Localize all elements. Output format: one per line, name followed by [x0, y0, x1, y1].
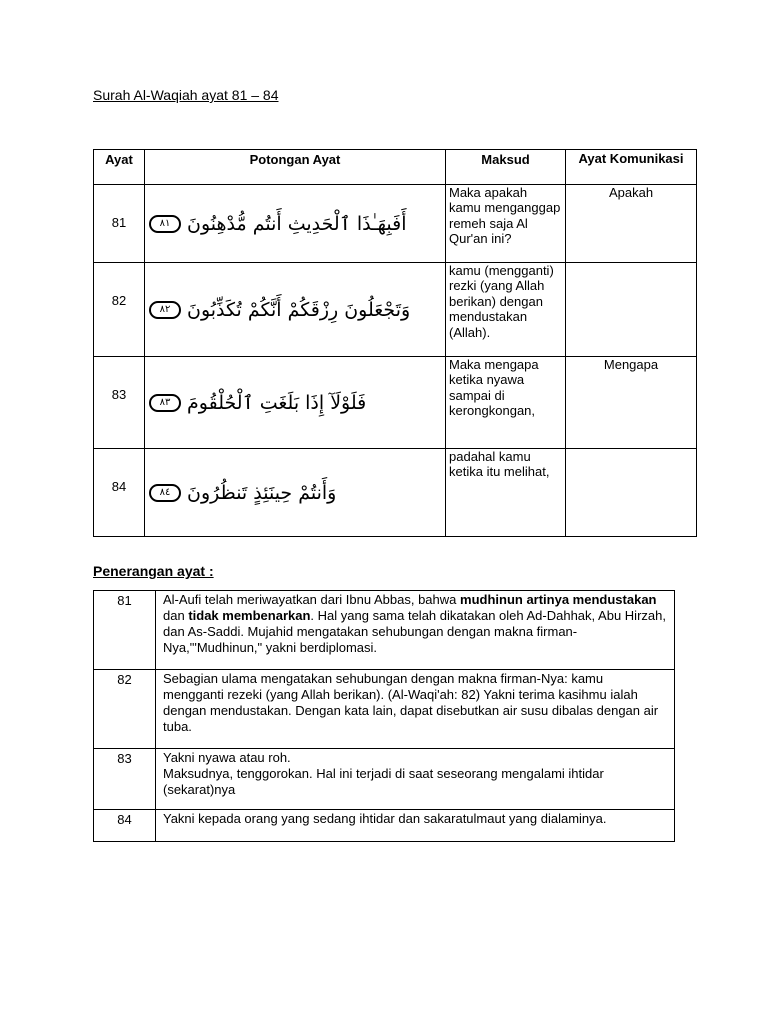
penerangan-heading: Penerangan ayat :: [93, 563, 214, 579]
penerangan-table: [93, 590, 675, 842]
arabic-verse: [145, 185, 446, 263]
komunikasi-text: Mengapa: [566, 357, 697, 449]
ayat-table-header: [94, 150, 697, 185]
maksud-text: Maka mengapa ketika nyawa sampai di kerongkongan,: [446, 357, 566, 449]
table-row: [94, 591, 675, 670]
ayah-number-marker: ٨٤: [149, 484, 181, 502]
header-ayat: Ayat: [94, 150, 145, 185]
penerangan-text: [156, 591, 675, 670]
header-potongan-ayat: Potongan Ayat: [145, 150, 446, 185]
arabic-verse: [145, 357, 446, 449]
ayat-number: 83: [94, 749, 156, 810]
table-row: [94, 749, 675, 810]
table-row: [94, 357, 697, 449]
ayat-number: 82: [94, 670, 156, 749]
ayat-number: 81: [94, 185, 145, 263]
table-row: [94, 263, 697, 357]
table-row: [94, 670, 675, 749]
ayat-number: 84: [94, 810, 156, 842]
ayat-number: 81: [94, 591, 156, 670]
arabic-verse: [145, 263, 446, 357]
table-row: [94, 185, 697, 263]
table-row: [94, 810, 675, 842]
arabic-verse: [145, 449, 446, 537]
arabic-text: وَأَنتُمْ حِينَئِذٍ تَنظُرُونَ: [187, 481, 337, 504]
penerangan-text: [156, 810, 675, 842]
ayat-number: 83: [94, 357, 145, 449]
bold-phrase: mudhinun artinya mendustakan: [460, 592, 657, 607]
text-run: Yakni nyawa atau roh.: [163, 750, 291, 765]
ayah-number-marker: ٨٢: [149, 301, 181, 319]
header-ayat-komunikasi: Ayat Komunikasi: [566, 150, 697, 185]
maksud-text: kamu (mengganti) rezki (yang Allah berikan) dengan mendustakan (Allah).: [446, 263, 566, 357]
ayat-table: [93, 149, 697, 537]
bold-phrase: tidak membenarkan: [188, 608, 311, 623]
text-run: dan: [163, 608, 189, 623]
text-run: Maksudnya, tenggorokan. Hal ini terjadi di saat seseorang mengalami ihtidar (sekarat)nya: [163, 766, 604, 797]
maksud-text: Maka apakah kamu menganggap remeh saja Al Qur'an ini?: [446, 185, 566, 263]
page-title: Surah Al-Waqiah ayat 81 – 84: [93, 87, 279, 103]
ayah-number-marker: ٨١: [149, 215, 181, 233]
arabic-text: أَفَبِهَـٰذَا ٱلْحَدِيثِ أَنتُم مُّدْهِنُونَ: [187, 212, 407, 235]
text-run: Yakni kepada orang yang sedang ihtidar dan sakaratulmaut yang dialaminya.: [163, 811, 607, 826]
ayat-number: 84: [94, 449, 145, 537]
komunikasi-text: Apakah: [566, 185, 697, 263]
ayat-number: 82: [94, 263, 145, 357]
arabic-text: وَتَجْعَلُونَ رِزْقَكُمْ أَنَّكُمْ تُكَذِّبُونَ: [187, 298, 411, 321]
text-run: . Hal yang sama telah dikatakan oleh Ad-Dahhak, Abu Hirzah, dan As-Saddi. Mujahid mengatakan sehubungan dengan makna firman-Nya,"'Mudhinun," yakni berdiplomasi.: [163, 608, 666, 655]
komunikasi-text: [566, 449, 697, 537]
arabic-text: فَلَوْلَآ إِذَا بَلَغَتِ ٱلْحُلْقُومَ: [187, 391, 367, 414]
penerangan-text: [156, 749, 675, 810]
ayah-number-marker: ٨٣: [149, 394, 181, 412]
komunikasi-text: [566, 263, 697, 357]
table-row: [94, 449, 697, 537]
penerangan-text: [156, 670, 675, 749]
header-maksud: Maksud: [446, 150, 566, 185]
text-run: Al-Aufi telah meriwayatkan dari Ibnu Abbas, bahwa: [163, 592, 461, 607]
maksud-text: padahal kamu ketika itu melihat,: [446, 449, 566, 537]
text-run: Sebagian ulama mengatakan sehubungan dengan makna firman-Nya: kamu mengganti rezeki (yang Allah berikan). (Al-Waqi'ah: 82) Yakni terima kasihmu ialah dengan mendustakan. Dengan kata lain, dapat disebutkan air susu dibalas dengan air tuba.: [163, 671, 659, 734]
